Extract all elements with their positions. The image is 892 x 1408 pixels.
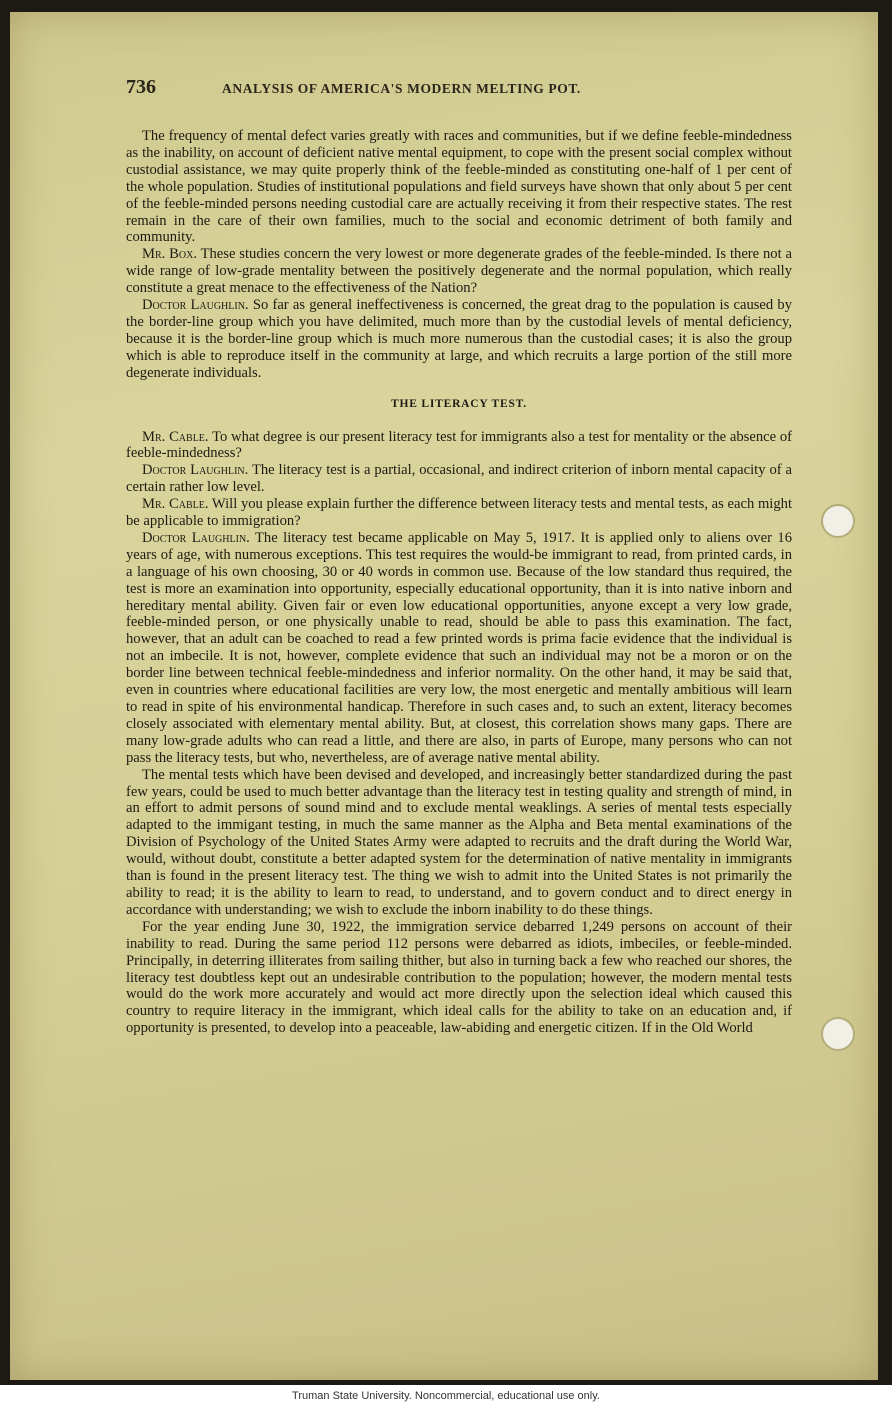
speaker-name: Mr. Cable.	[142, 428, 209, 445]
page-number: 736	[126, 76, 156, 98]
speaker-name: Doctor Laughlin.	[142, 297, 249, 314]
speaker-name: Mr. Cable.	[142, 496, 209, 513]
paragraph-text: These studies concern the very lowest or more degenerate grades of the feeble-minded. Is there not a wide range of low-grade mentality between the positively degenerate and the normal population, which really constitute a great menace to the effectiveness of the Nation?	[126, 246, 792, 297]
paragraph-text: The literacy test became applicable on May 5, 1917. It is applied only to aliens over 16 years of age, with numerous exceptions. This test requires the would-be immigrant to read, from printed cards, in a language of his own choosing, 30 or 40 words in common use. Because of the low standard thus required, the test is more an examination into opportunity, especially educational opportunity, than it is into native inborn and hereditary mental ability. Given fair or even low educational opportunities, anyone except a very low grade, feeble-minded person, or one physically unable to read, should be able to pass this examination. The fact, however, that an adult can be coached to read a few printed words is prima facie evidence that the individual is not an imbecile. It is not, however, complete evidence that such an individual may not be a moron or on the border line between technical feeble-mindedness and inferior normality. On the other hand, it may be said that, even in countries where educational facilities are very low, the most energetic and mentally ambitious will learn to read in spite of his environmental handicap. Therefore in such cases and, to such an extent, literacy becomes closely associated with elementary mental ability. But, at closest, this correlation shows many gaps. There are many low-grade adults who can read a little, and there are also, in parts of Europe, many persons who can not pass the literacy tests, but who, nevertheless, are of average native mental ability.	[126, 529, 792, 766]
paragraph	[126, 128, 792, 246]
paragraph	[126, 767, 792, 919]
page-header	[126, 74, 816, 108]
speaker-name: Doctor Laughlin.	[142, 462, 249, 479]
paragraph	[126, 919, 792, 1037]
paragraph-text: The mental tests which have been devised and developed, and increasingly better standardized during the past few years, could be used to much better advantage than the literacy test in testing quality and strength of mind, in an effort to admit persons of sound mind and to exclude mental weaklings. A series of mental tests especially adapted to the immigant testing, in much the same manner as the Alpha and Beta mental examinations of the Division of Psychology of the United States Army were adapted to recruits and the draft during the World War, would, without doubt, constitute a better adapted system for the determination of native mentality in immigrants than is found in the present literacy test. The thing we wish to admit into the United States is not primarily the ability to read; it is the ability to learn to read, to understand, and to govern conduct and to direct energy in accordance with understanding; we wish to exclude the inborn inability to do these things.	[126, 766, 792, 918]
document-body	[126, 128, 792, 1037]
punch-hole	[821, 504, 855, 538]
paragraph-text: For the year ending June 30, 1922, the immigration service debarred 1,249 persons on account of their inability to read. During the same period 112 persons were debarred as idiots, imbeciles, or feeble-minded. Principally, in deterring illiterates from sailing thither, but also in turning back a few who reached our shores, the literacy test doubtless kept out an undesirable contribution to the population; however, the modern mental tests would do the work more accurately and would act more directly upon the selection ideal which caused this country to require literacy in the immigrant, which ideal calls for the ability to take on an education and, if opportunity is presented, to develop into a peaceable, law-abiding and energetic citizen. If in the Old World	[126, 918, 792, 1037]
running-title: ANALYSIS OF AMERICA'S MODERN MELTING POT.	[222, 81, 581, 96]
footer-credit: Truman State University. Noncommercial, educational use only.	[292, 1390, 600, 1402]
paragraph-text: Will you please explain further the difference between literacy tests and mental tests, as each might be applicable to immigration?	[126, 496, 793, 530]
punch-hole	[821, 1017, 855, 1051]
paragraph	[126, 246, 792, 297]
paragraph	[126, 496, 792, 530]
paragraph	[126, 429, 792, 463]
paragraph	[126, 462, 792, 496]
speaker-name: Doctor Laughlin.	[142, 529, 250, 546]
section-title: THE LITERACY TEST.	[391, 397, 527, 410]
speaker-name: Mr. Box.	[142, 246, 197, 263]
paragraph-text: The frequency of mental defect varies greatly with races and communities, but if we define feeble-mindedness as the inability, on account of deficient native mental equipment, to cope with the present social complex without custodial assistance, we may quite properly think of the feeble-minded as constituting one-half of 1 per cent of the whole population. Studies of institutional populations and field surveys have shown that only about 5 per cent of the feeble-minded persons needing custodial care are actually receiving it from their respective states. The rest remain in the care of their own families, much to the social and economic detriment of both family and community.	[126, 128, 792, 246]
paragraph-text: The literacy test is a partial, occasional, and indirect criterion of inborn mental capacity of a certain rather low level.	[126, 462, 792, 496]
paragraph	[126, 530, 792, 767]
paragraph-group-top	[126, 128, 792, 382]
paragraph-group-literacy-test	[126, 429, 792, 1038]
paragraph	[126, 297, 792, 382]
paragraph-text: To what degree is our present literacy test for immigrants also a test for mentality or the absence of feeble-mindedness?	[126, 428, 792, 462]
paragraph-text: So far as general ineffectiveness is concerned, the great drag to the population is caused by the border-line group which you have delimited, much more than by the custodial levels of mental deficiency, because it is the border-line group which is much more numerous than the custodial cases; it is also the group which is able to reproduce itself in the community at large, and which recruits a large portion of the still more degenerate individuals.	[126, 297, 793, 381]
